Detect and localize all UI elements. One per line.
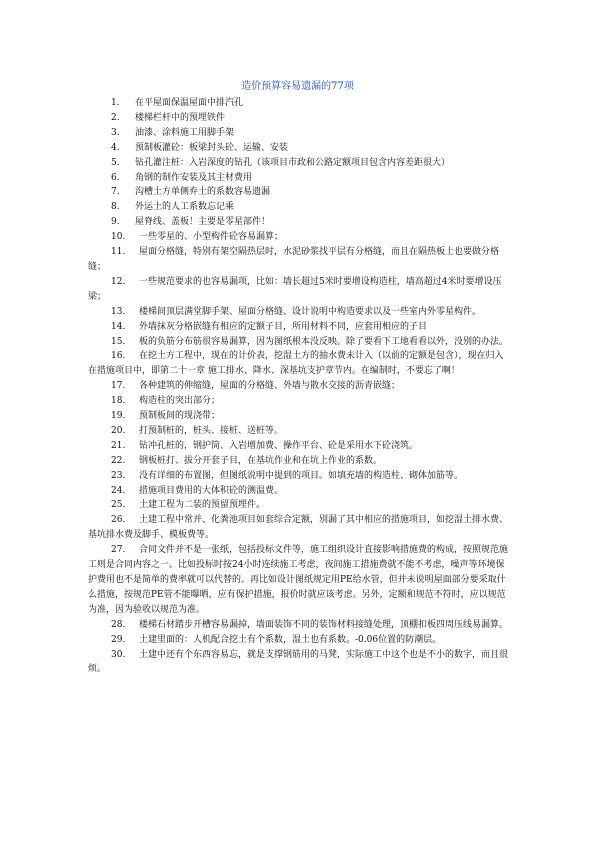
item-number: 17. [111, 381, 126, 392]
item-number: 16. [111, 351, 126, 362]
item-text: 楼梯石材踏步开槽容易漏掉，墙面装饰不同的装饰材料接缝处理，顶棚扣板四周压线易漏算。 [139, 619, 509, 630]
list-item [88, 171, 511, 186]
list-item [88, 215, 511, 230]
item-number: 6. [111, 172, 120, 183]
item-number: 5. [111, 157, 120, 168]
list-item [88, 156, 511, 171]
list-item [88, 618, 511, 633]
list-item [88, 424, 511, 439]
item-text: 油漆、涂料施工用脚手架 [135, 127, 235, 138]
item-number: 24. [111, 485, 126, 496]
list-item [88, 335, 511, 350]
item-number: 21. [111, 440, 126, 451]
item-text: 预制板间的现浇带； [139, 411, 221, 422]
item-text: 角钢的制作安装及其主材费用 [135, 172, 253, 183]
item-number: 11. [111, 247, 126, 258]
item-list [88, 96, 511, 677]
list-item [88, 185, 511, 200]
item-number: 13. [111, 306, 126, 317]
item-text: 楼梯栏杆中的预埋铁件 [135, 112, 226, 123]
item-number: 28. [111, 619, 126, 630]
item-text: 屋脊线、盖板！主要是零星部件！ [135, 217, 271, 228]
item-number: 3. [111, 127, 120, 138]
item-text: 合同文件并不是一张纸，包括投标文件等，施工组织设计直接影响措施费的构成，按照规范施工则是合同内容之一。比如投标时按24小时连续施工考虑，夜间施工措施费就不能不考虑，噪声等环境保护费用也不是简单的费率就可以代替的。再比如设计图纸规定用PE给水管，但并未说明屋面部分要采取什么措施，按规范PE管不能曝晒，应有保护措施，报价时就应该考虑。另外，定额和规范不符时，应以规范为准，因为验收以规范为准。 [88, 545, 509, 615]
item-text: 土建里面的：人机配合挖土有个系数，湿土也有系数。-0.06位置的防潮层。 [139, 634, 442, 645]
list-item [88, 230, 511, 245]
item-number: 10. [111, 232, 126, 243]
item-text: 钢板桩打、拔分开套子目，在基坑作业和在坑上作业的系数。 [139, 455, 383, 466]
item-number: 19. [111, 411, 126, 422]
item-text: 钻孔灌注桩：入岩深度的钻孔（该项目市政和公路定额项目包含内容差距很大） [135, 157, 451, 168]
list-item [88, 498, 511, 513]
item-number: 7. [111, 187, 120, 198]
list-item [88, 513, 511, 543]
item-text: 打预制桩的，桩头、接桩、送桩等。 [139, 425, 284, 436]
list-item [88, 648, 511, 678]
item-number: 23. [111, 470, 126, 481]
list-item [88, 484, 511, 499]
item-text: 外墙抹灰分格嵌缝有相应的定额子目，所用材料不同，应套用相应的子目 [139, 321, 428, 332]
item-number: 26. [111, 515, 126, 526]
item-text: 钻冲孔桩的，钢护筒、入岩增加费、操作平台、砼是采用水下砼浇筑。 [139, 440, 419, 451]
list-item [88, 469, 511, 484]
list-item [88, 394, 511, 409]
list-item [88, 305, 511, 320]
list-item [88, 96, 511, 111]
item-text: 没有详细的布置图，但图纸说明中提到的项目。如填充墙的构造柱、砌体加筋等。 [139, 470, 464, 481]
item-number: 4. [111, 142, 120, 153]
item-number: 22. [111, 455, 126, 466]
list-item [88, 454, 511, 469]
item-number: 25. [111, 500, 126, 511]
item-text: 屋面分格缝，特别有架空隔热层时，水泥砂浆找平层有分格缝，而且在隔热板上也要做分格缝； [88, 247, 500, 272]
list-item [88, 543, 511, 618]
item-text: 沟槽土方单侧弃土的系数容易遗漏 [135, 187, 271, 198]
item-number: 20. [111, 425, 126, 436]
list-item [88, 126, 511, 141]
item-number: 9. [111, 217, 120, 228]
list-item [88, 439, 511, 454]
item-number: 14. [111, 321, 126, 332]
item-number: 18. [111, 396, 126, 407]
list-item [88, 379, 511, 394]
item-text: 一些零星的、小型构件砼容易漏算； [139, 232, 284, 243]
item-number: 27. [111, 545, 126, 556]
item-text: 板的负筋分布筋很容易漏算，因为图纸根本没反映。除了要看下工地看看以外，没别的办法。 [139, 336, 509, 347]
list-item [88, 200, 511, 215]
item-number: 30. [111, 649, 126, 660]
item-text: 土建工程中常并、化粪池项目如套综合定额，别漏了其中相应的措施项目，如挖湿土排水费、基坑排水费及脚手、模板费等。 [88, 515, 509, 541]
list-item [88, 141, 511, 156]
list-item [88, 111, 511, 126]
item-number: 1. [111, 98, 120, 108]
item-text: 措施项目费用的大体积砼的测温费。 [139, 485, 284, 496]
item-text: 外运土的人工系数忘记乘 [135, 202, 235, 213]
item-text: 一些规范要求的也容易漏项，比如：墙长超过5米时要增设构造柱，墙高超过4米时要增设压梁； [88, 276, 502, 302]
list-item [88, 349, 511, 379]
list-item [88, 320, 511, 335]
document-title: 造价预算容易遗漏的77项 [241, 81, 354, 92]
item-text: 各种建筑的伸缩缝，屋面的分格缝、外墙与散水交接的沥青嵌缝； [139, 381, 401, 392]
item-number: 8. [111, 202, 120, 213]
list-item [88, 245, 511, 275]
item-text: 在平屋面保温屋面中排汽孔 [135, 98, 244, 108]
item-text: 土建工程为二装的预留预埋件。 [139, 500, 266, 511]
item-number: 2. [111, 112, 120, 123]
item-number: 12. [111, 276, 126, 287]
item-number: 29. [111, 634, 126, 645]
list-item [88, 275, 511, 305]
list-item [88, 409, 511, 424]
item-text: 构造柱的突出部分； [139, 396, 221, 407]
item-text: 在挖土方工程中，现在的计价表，挖湿土方的抽水费未计入（以前的定额是包含），现在归入在措施项目中，即第二十一章 施工排水、降水、深基坑支护章节内。在编制时，不要忘了啊！ [88, 351, 504, 377]
list-item [88, 633, 511, 648]
item-text: 土建中还有个东西容易忘，就是支撑钢筋用的马凳，实际施工中这个也是不小的数字，而且很烦。 [88, 649, 509, 675]
item-text: 预制板灌砼：板梁封头砼、运输、安装 [135, 142, 289, 153]
item-text: 楼梯间顶层满堂脚手架、屋面分格缝、设计说明中构造要求以及一些室内外零星构件。 [139, 306, 482, 317]
item-number: 15. [111, 336, 126, 347]
